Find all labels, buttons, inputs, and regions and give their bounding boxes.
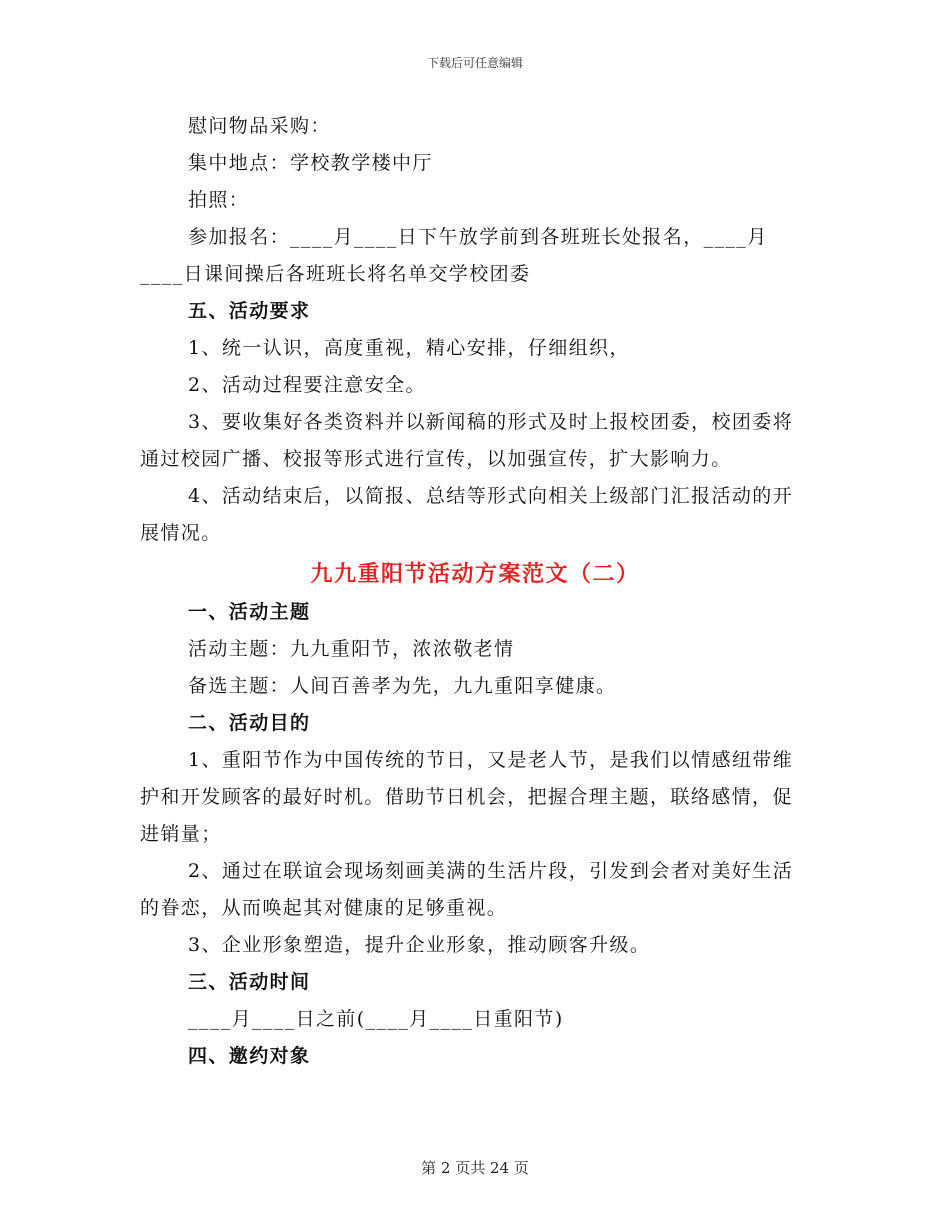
section-heading: 四、邀约对象 [188,1045,311,1067]
paragraph: 3、企业形象塑造，提升企业形象，推动顾客升级。 [188,934,651,956]
paragraph: 1、重阳节作为中国传统的节日，又是老人节，是我们以情感纽带维护和开发顾客的最好时机。借助节日机会，把握合理主题，联络感情，促进销量； [140,749,794,845]
section-heading: 三、活动时间 [188,971,311,993]
paragraph: 2、活动过程要注意安全。 [188,374,426,396]
paragraph: 备选主题：人间百善孝为先，九九重阳享健康。 [188,675,617,697]
paragraph: 1、统一认识，高度重视，精心安排，仔细组织， [188,337,630,359]
paragraph: 活动主题：九九重阳节，浓浓敬老情 [188,638,515,660]
document-body [140,108,810,1075]
paragraph: 集中地点：学校教学楼中厅 [188,152,433,174]
page-header: 下载后可任意编辑 [426,56,523,70]
section-heading: 一、活动主题 [188,601,311,623]
paragraph: 2、通过在联谊会现场刻画美满的生活片段，引发到会者对美好生活的眷恋，从而唤起其对健康的足够重视。 [140,860,794,919]
paragraph: 3、要收集好各类资料并以新闻稿的形式及时上报校团委，校团委将通过校园广播、校报等形式进行宣传，以加强宣传，扩大影响力。 [140,411,794,470]
paragraph: 慰问物品采购： [188,115,331,137]
paragraph: 参加报名：____月____日下午放学前到各班班长处报名，____月____日课间操后各班班长将名单交学校团委 [140,226,768,285]
paragraph: ____月____日之前(____月____日重阳节) [188,1008,564,1030]
page-footer: 第 2 页共 24 页 [421,1159,529,1177]
paragraph: 4、活动结束后，以简报、总结等形式向相关上级部门汇报活动的开展情况。 [140,485,794,544]
document-title: 九九重阳节活动方案范文（二） [310,561,640,587]
section-heading: 五、活动要求 [188,300,311,322]
paragraph: 拍照： [188,189,250,211]
section-heading: 二、活动目的 [188,712,311,734]
